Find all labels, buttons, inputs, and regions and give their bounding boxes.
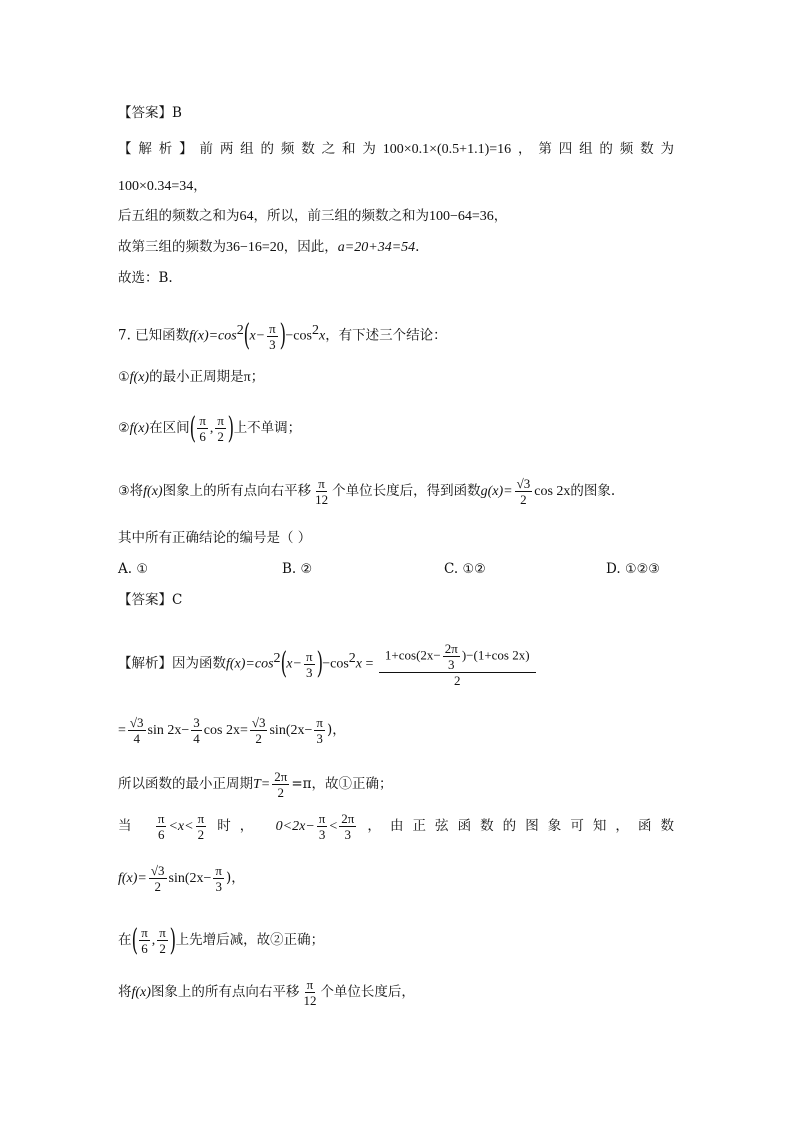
math-expression: f(x) [131,985,151,1000]
fraction: $\frac{\pi}{12}$ [303,977,317,1008]
answer-line-7 [118,590,182,610]
math-variable: x [355,656,363,672]
answer-line-6 [118,103,182,123]
right-paren: ) [227,410,235,446]
left-paren: ( [280,646,287,681]
statement-2: ②f(x)在区间( $\frac{\pi}{6}$ , $\frac{\pi}{2}$ )上不单调； [118,410,302,446]
analysis-text: =π，故①正确； [291,776,393,792]
prompt-text: 其中所有正确结论的编号是（ ） [118,530,312,546]
analysis-text: 所以函数的最小正周期 [118,776,253,792]
analysis7-line-3 [118,766,393,803]
question-text: ，有下述三个结论： [325,327,447,344]
fraction: $\frac{3}{4}$ [193,715,200,746]
math-expression: −cos [285,328,312,344]
fraction: $\frac{\pi}{3}$ [316,715,323,746]
math-expression: T= [253,777,271,792]
math-expression: sin(2x− [168,871,212,886]
analysis7-line-7 [118,974,415,1011]
option-c[interactable]: C. ①② [444,561,486,577]
math-expression: cos 2x= [203,723,248,738]
math-expression: a=20+34=54 [337,240,416,255]
statement-1 [118,367,265,388]
math-expression: f(x)= [118,871,147,886]
analysis-label: 【解析】 [118,655,172,672]
math-expression: x− [286,656,302,672]
fraction: $\frac{2\pi}{3}$ [341,811,355,842]
fraction: $\frac{√3}{2}$ [150,863,165,894]
answer-value: B [172,105,182,121]
math-expression: sin 2x− [147,723,190,738]
math-expression: f(x)=cos [226,656,274,672]
statement-text: 在区间 [149,420,190,436]
analysis7-line-1: 【解析】因为函数$f(x)=\cos^2(x-$ $\frac{\pi}{3}$ )$-\cos^2x$ = 1+cos(2x− $\frac{2\pi}{3}$ )−(1+cos 2x) 2 [118,638,538,688]
math-expression: g(x)= [480,484,513,499]
fraction: $\frac{\pi}{3}$ [318,811,326,842]
fraction: $\frac{\pi}{3}$ [269,320,276,352]
math-expression: 36−16=20 [226,240,284,255]
analysis-line-2 [118,176,207,197]
analysis-text: 时， [208,818,263,834]
analysis7-line-5 [118,860,245,897]
right-paren: ) [316,646,323,681]
math-expression: f(x) [129,370,150,385]
math-expression: x− [249,328,266,344]
statement-text: 将 [129,483,144,499]
answer-label: 【答案】 [118,105,172,121]
math-expression: 0<2x− [275,819,315,834]
analysis-text: 前两组的频数之和为 [199,141,383,157]
math-number: 64 [239,209,254,224]
circled-number: ① [118,370,130,385]
circled-number: ② [118,421,130,436]
answer-value: C [172,592,183,608]
statement-text: 上不单调； [233,420,302,436]
analysis-text: 将 [118,984,132,1000]
punctuation: )， [326,722,346,738]
big-fraction: 1+cos(2x− $\frac{2\pi}{3}$ )−(1+cos 2x) 2 [379,641,536,688]
math-variable: x [318,328,326,344]
punctuation: ， [493,208,508,224]
math-expression: 100−64=36 [429,209,494,224]
math-expression: <x< [168,819,194,834]
option-b[interactable]: B. ② [282,561,313,577]
fraction: $\frac{\pi}{3}$ [215,863,222,894]
right-paren: ) [279,318,286,353]
math-expression: cos 2x [534,484,571,499]
option-d[interactable]: D. ①②③ [606,561,660,577]
analysis7-line-4 [118,808,674,845]
analysis-text: ，由正弦函数的图象可知，函数 [358,818,675,834]
analysis-text: 后五组的频数之和为 [118,208,240,224]
math-expression: f(x) [143,484,163,499]
analysis-text: 因为函数 [172,655,226,672]
fraction: $\frac{\pi}{2}$ [159,925,166,956]
analysis-text: 故第三组的频数为 [118,239,226,255]
left-paren: ( [131,922,138,958]
statement-text: 的图象. [570,483,616,499]
question-prompt [118,528,311,548]
analysis-line-4 [118,237,419,258]
option-a[interactable]: A. ① [118,561,148,577]
fraction: $\frac{\pi}{6}$ [141,925,148,956]
fraction: $\frac{\pi}{2}$ [217,413,224,444]
fraction: $\frac{\pi}{2}$ [197,811,205,842]
fraction: $\frac{\pi}{6}$ [199,413,206,444]
math-expression: π； [243,370,265,385]
analysis-line-5 [118,268,173,288]
superscript: 2 [236,323,244,338]
punctuation: )， [226,870,245,886]
fraction: $\frac{√3}{2}$ [251,715,266,746]
fraction: $\frac{√3}{4}$ [129,715,144,746]
analysis7-line-2: = $\frac{√3}{4}$ sin 2x− $\frac{3}{4}$ cos 2x= $\frac{√3}{2}$ sin(2x− $\frac{\pi}{3}$ )， [118,715,346,746]
fraction: $\frac{\pi}{12}$ [315,476,329,507]
analysis-text: 在 [118,932,132,948]
superscript: 2 [311,323,319,338]
punctuation: ， [193,178,207,194]
analysis-text: 当 [118,818,141,834]
fraction: $\frac{2\pi}{2}$ [274,769,288,800]
analysis-text: ，第四组的频数为 [511,141,675,157]
left-paren: ( [189,410,196,446]
math-expression: f(x)=cos [189,328,237,344]
analysis-text: ，所以，前三组的频数之和为 [253,208,429,224]
analysis-text: 故选：B. [118,270,173,286]
math-expression: f(x) [129,421,150,436]
statement-text: 个单位长度后，得到函数 [332,483,481,499]
statement-text: 的最小正周期是 [149,369,244,385]
punctuation: . [415,239,420,255]
fraction: $\frac{\pi}{6}$ [157,811,165,842]
analysis-text: 图象上的所有点向右平移 [150,984,300,1000]
question-text: 7. 已知函数 [118,327,190,344]
math-expression: 100×0.1×(0.5+1.1)=16 [382,142,512,157]
math-expression: −cos [322,656,349,672]
math-expression: sin(2x− [269,723,313,738]
analysis-line-3 [118,206,507,227]
fraction: $\frac{\pi}{3}$ [305,648,313,680]
answer-label: 【答案】 [118,592,172,608]
analysis7-line-6: 在( $\frac{\pi}{6}$ , $\frac{\pi}{2}$ )上先增后减，故②正确； [118,922,325,958]
statement-text: 图象上的所有点向右平移 [162,483,312,499]
circled-number: ③ [118,484,130,499]
fraction: $\frac{√3}{2}$ [516,476,531,507]
right-paren: ) [169,922,176,958]
left-paren: ( [243,318,250,353]
analysis-text: ，因此， [283,239,338,255]
analysis-text: 个单位长度后， [320,984,415,1000]
analysis-text: 上先增后减，故②正确； [175,932,325,948]
analysis-label: 【解析】 [118,141,200,157]
math-expression: 100×0.34=34 [118,179,194,194]
math-expression: < [329,819,338,834]
analysis-line-1 [118,139,674,160]
question-7-stem [118,313,447,355]
statement-3 [118,473,615,510]
